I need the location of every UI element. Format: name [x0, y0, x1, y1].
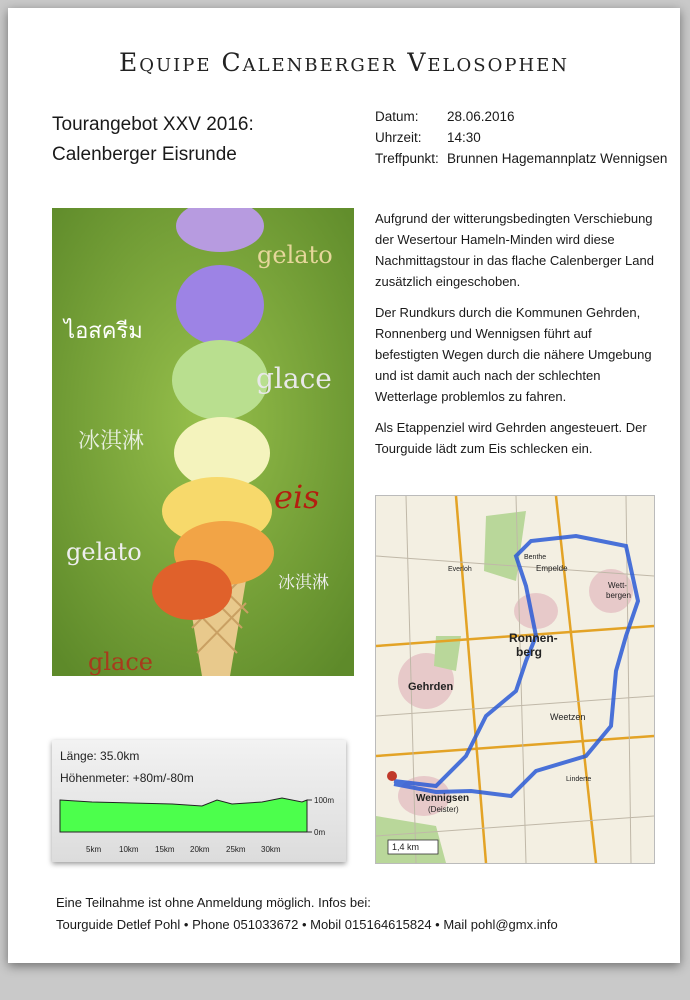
description-paragraph-3: Als Etappenziel wird Gehrden angesteuert. Der Tourguide lädt zum Eis schlecken ein. — [375, 420, 647, 456]
detail-value: 14:30 — [447, 130, 481, 145]
detail-key: Datum: — [375, 109, 419, 124]
x-tick-20km: 20km — [190, 845, 210, 854]
map-label-weetzen: Weetzen — [550, 712, 586, 722]
page-title: Equipe Calenberger Velosophen — [118, 48, 570, 77]
detail-value: 28.06.2016 — [447, 109, 515, 124]
map-label-wettbergen-2: bergen — [606, 591, 631, 600]
x-tick-25km: 25km — [226, 845, 246, 854]
word-glace-1: glace — [256, 362, 332, 395]
tour-heading — [52, 110, 254, 170]
word-chinese-1: 冰淇淋 — [78, 429, 145, 454]
footer-contact: Tourguide Detlef Pohl • Phone 051033672 • Mobil 015164615824 • Mail pohl@gmx.info — [56, 917, 558, 932]
map-label-ronnenberg: Ronnen- — [509, 631, 558, 645]
tour-details — [375, 106, 667, 169]
map-label-gehrden: Gehrden — [408, 681, 454, 693]
flyer-page — [8, 8, 680, 963]
y-tick-100m: 100m — [314, 796, 335, 805]
detail-row-time — [375, 127, 667, 148]
word-gelato-2: gelato — [66, 538, 142, 566]
detail-row-meeting-point — [375, 148, 667, 169]
word-eis: eis — [274, 478, 320, 516]
detail-key: Treffpunkt: — [375, 151, 439, 166]
word-chinese-2: 冰淇淋 — [278, 573, 329, 593]
map-label-linderte: Linderte — [566, 776, 592, 783]
route-elevation: Höhenmeter: +80m/-80m — [60, 771, 194, 785]
map-label-deister: (Deister) — [428, 805, 459, 814]
map-label-empelde: Empelde — [536, 564, 568, 573]
x-tick-15km: 15km — [155, 845, 175, 854]
elevation-profile — [52, 740, 346, 862]
tour-label: Tourangebot XXV 2016: — [52, 114, 254, 135]
map-label-everloh: Everloh — [448, 566, 472, 573]
word-gelato-1: gelato — [257, 241, 333, 269]
route-map — [375, 495, 655, 864]
description — [375, 208, 655, 469]
tour-name: Calenberger Eisrunde — [52, 144, 237, 165]
map-label-ronnenberg-2: berg — [516, 645, 543, 659]
detail-value: Brunnen Hagemannplatz Wennigsen — [447, 151, 668, 166]
footer — [56, 892, 558, 936]
map-label-wennigsen: Wennigsen — [416, 793, 470, 804]
description-paragraph-2: Der Rundkurs durch die Kommunen Gehrden, Ronnenberg und Wennigsen führt auf befestigten Wegen durch die nähere Umgebung und ist damit auch nach der schlechten Wetterlage problemlos zu fahren. — [375, 305, 652, 404]
y-tick-0m: 0m — [314, 828, 326, 837]
ice-cream-image — [52, 208, 354, 676]
x-tick-5km: 5km — [86, 845, 102, 854]
detail-key: Uhrzeit: — [375, 130, 422, 145]
footer-note: Eine Teilnahme ist ohne Anmeldung möglich. Infos bei: — [56, 895, 371, 910]
map-scale-label: 1,4 km — [392, 842, 420, 852]
detail-row-date — [375, 106, 667, 127]
word-glace-2: glace — [88, 648, 153, 676]
route-length: Länge: 35.0km — [60, 749, 140, 763]
x-tick-30km: 30km — [261, 845, 281, 854]
map-label-wettbergen: Wett- — [608, 581, 627, 590]
word-thai: ไอสครีม — [64, 319, 143, 344]
x-tick-10km: 10km — [119, 845, 139, 854]
map-label-benthe: Benthe — [524, 554, 547, 561]
description-paragraph-1: Aufgrund der witterungsbedingten Verschiebung der Wesertour Hameln-Minden wird diese Nachmittagstour in das flache Calenberger Land zusätzlich eingeschoben. — [375, 211, 654, 289]
